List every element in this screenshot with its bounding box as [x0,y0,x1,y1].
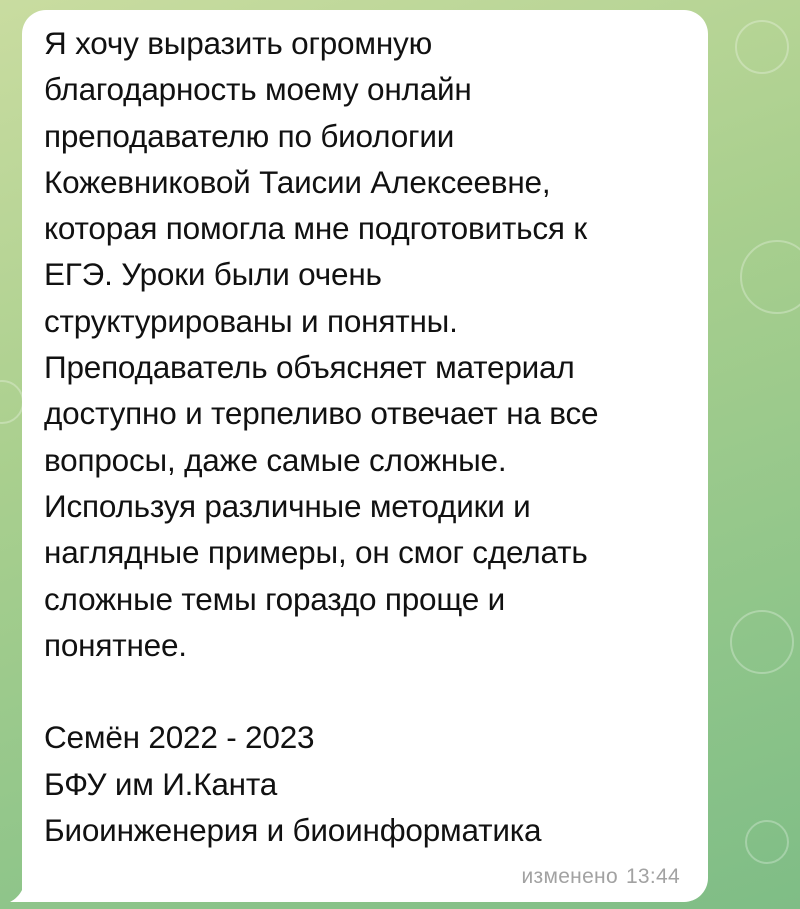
doodle-icon [745,820,789,864]
message-text: Я хочу выразить огромную благодарность моему онлайн преподавателю по биологии Кожевниковой Таисии Алексеевне, которая помогла мне подготовиться к ЕГЭ. Уроки были очень структурированы и понятны. Преподаватель объясняет материал доступно и терпеливо отвечает на все вопросы, даже самые сложные. Используя различные методики и наглядные примеры, он смог сделать сложные темы гораздо проще и понятнее. Семён 2022 - 2023 БФУ им И.Канта Биоинженерия и биоинформатика [44,25,599,849]
message-meta [514,865,681,889]
doodle-icon [740,240,800,314]
bubble-tail [8,878,34,902]
doodle-icon [0,380,24,424]
doodle-icon [735,20,789,74]
edited-label: изменено [521,865,618,888]
doodle-icon [730,610,794,674]
message-time: 13:44 [625,865,680,888]
